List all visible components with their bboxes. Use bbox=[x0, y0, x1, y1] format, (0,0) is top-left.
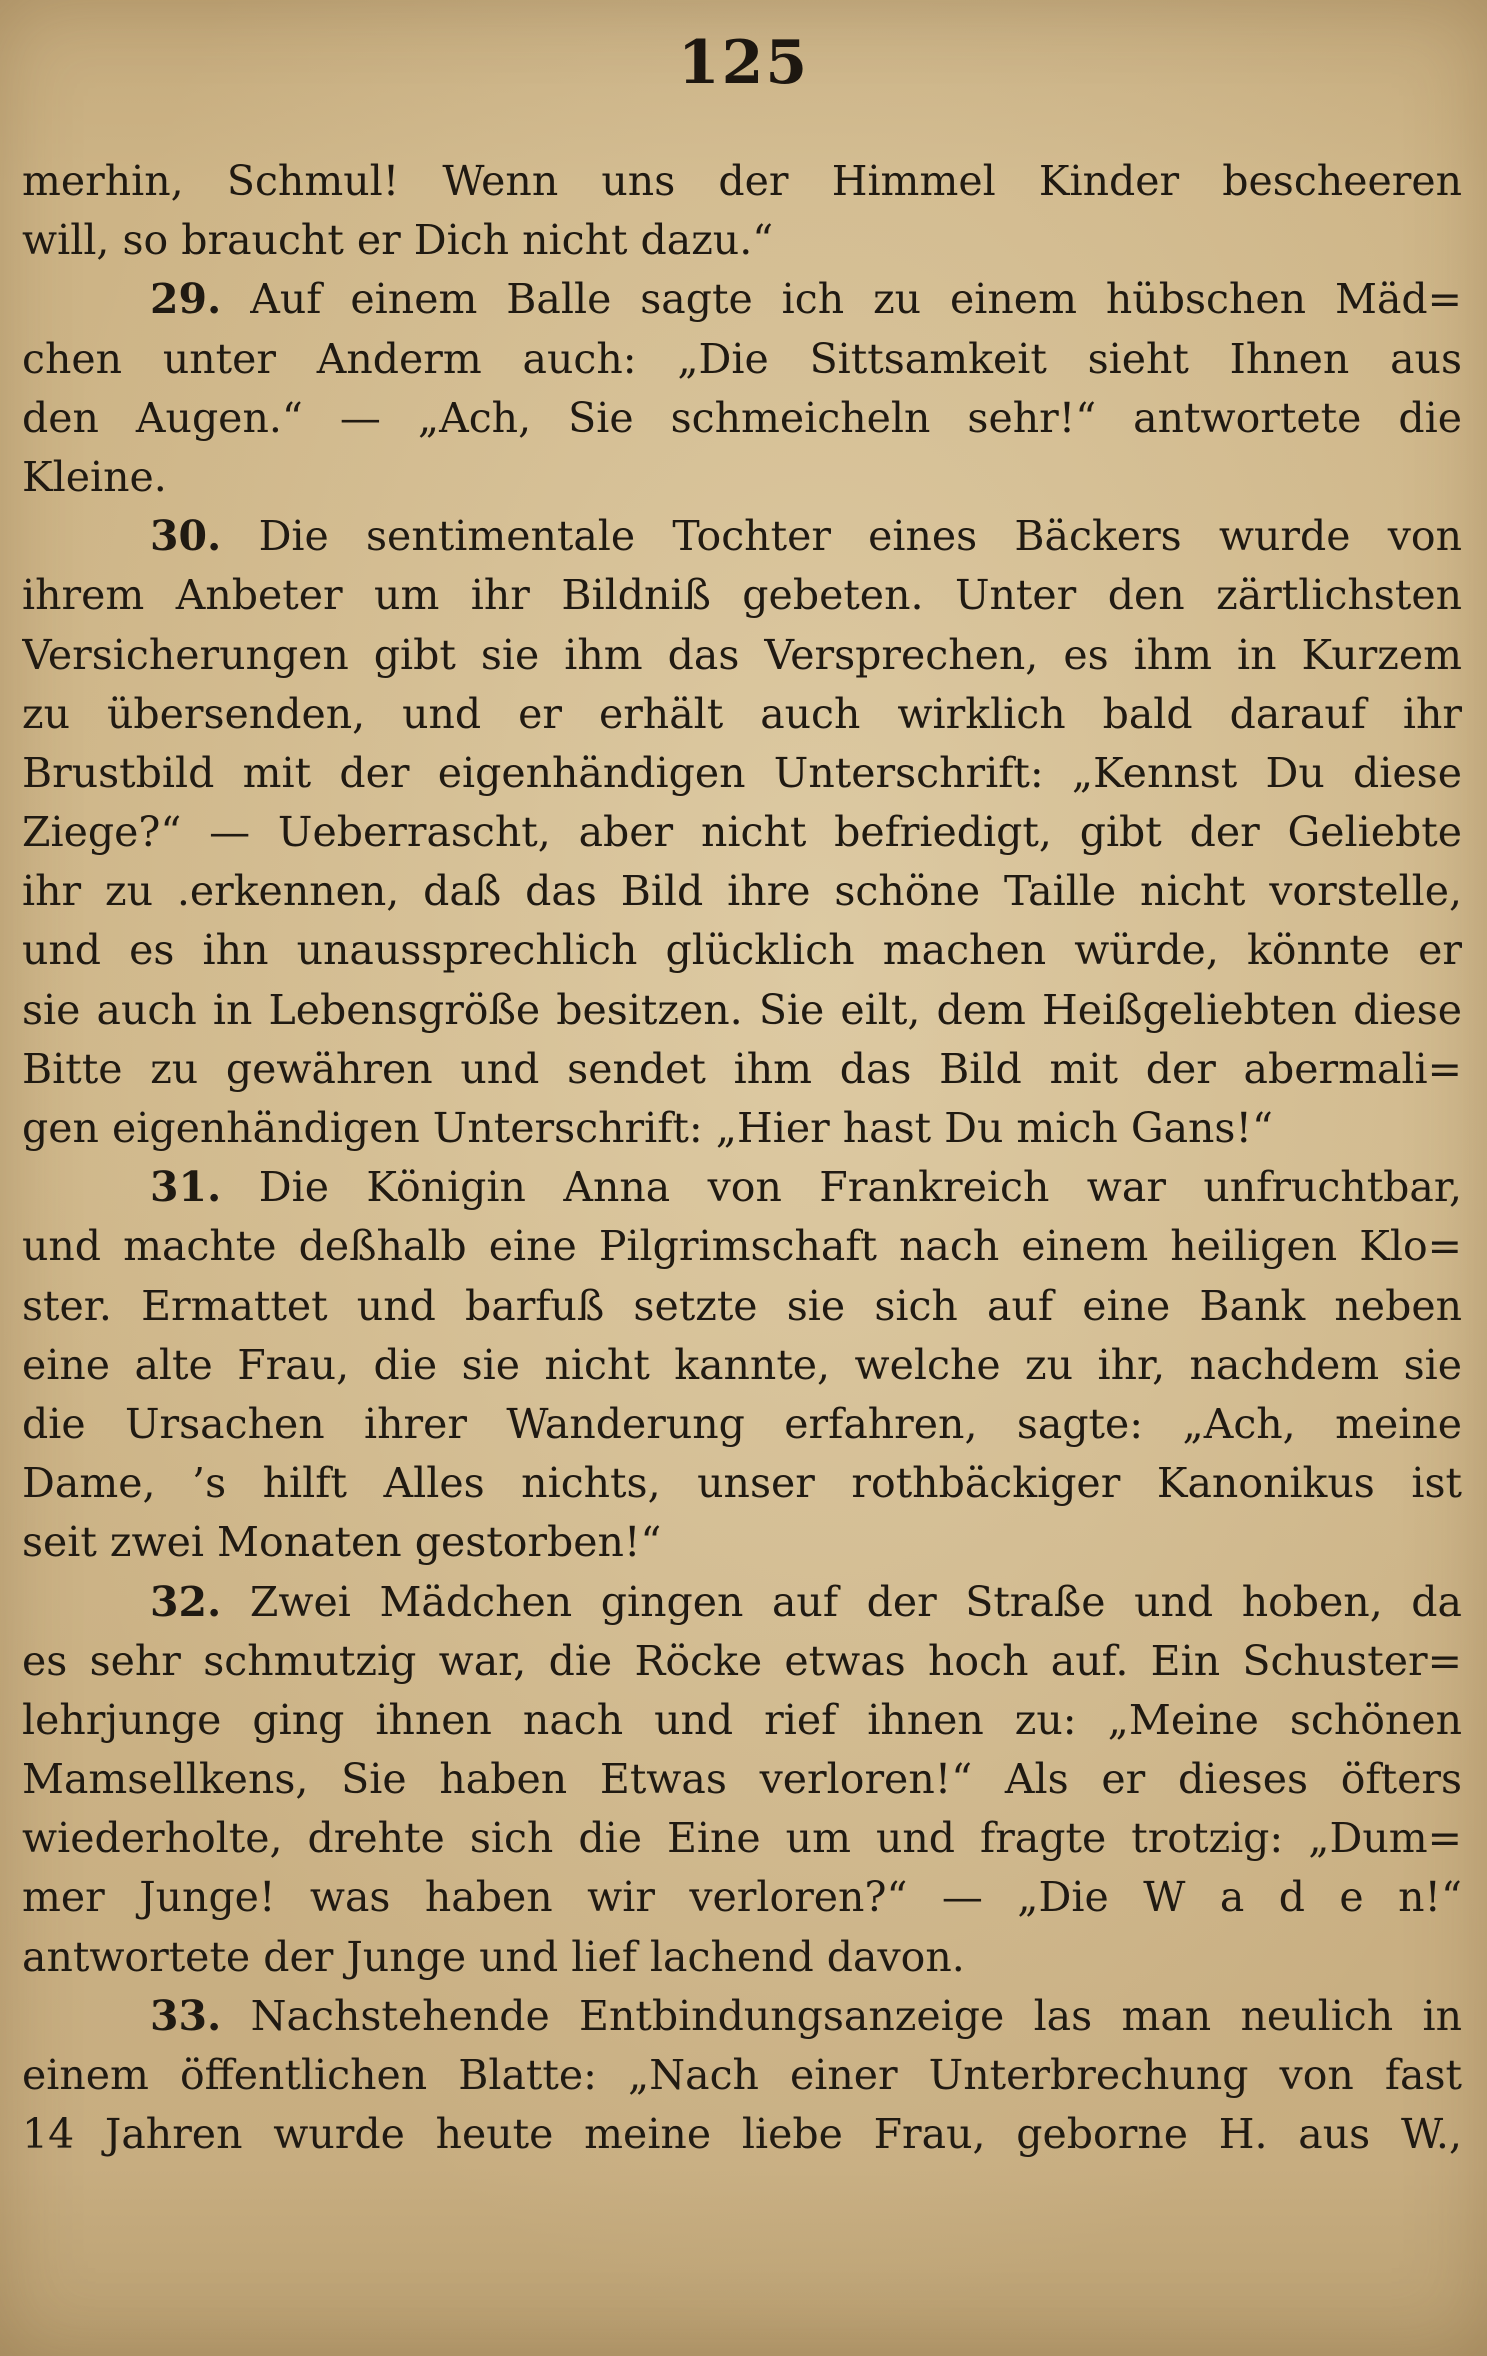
line-text: sie auch in Lebensgröße besitzen. Sie eilt, dem Heißgeliebten diese bbox=[22, 985, 1462, 1034]
line-text: Auf einem Balle sagte ich zu einem hübschen Mäd= bbox=[250, 275, 1462, 324]
text-line bbox=[22, 1928, 1462, 1987]
line-text: 14 Jahren wurde heute meine liebe Frau, geborne H. aus W., bbox=[22, 2110, 1462, 2159]
paragraph-number: 32. bbox=[150, 1577, 222, 1626]
text-line bbox=[22, 1217, 1462, 1276]
line-text: Nachstehende Entbindungsanzeige las man neulich in bbox=[250, 1991, 1462, 2040]
line-text: Kleine. bbox=[22, 452, 167, 501]
text-line bbox=[22, 1454, 1462, 1513]
text-line bbox=[22, 1632, 1462, 1691]
text-line bbox=[22, 1513, 1462, 1572]
text-body bbox=[22, 152, 1462, 2164]
line-text: merhin, Schmul! Wenn uns der Himmel Kinder bescheeren bbox=[22, 157, 1462, 205]
text-line bbox=[22, 152, 1462, 211]
text-line bbox=[22, 862, 1462, 921]
text-line bbox=[22, 1868, 1462, 1927]
text-line bbox=[22, 1336, 1462, 1395]
paragraph-number: 31. bbox=[150, 1163, 222, 1212]
text-line bbox=[22, 566, 1462, 625]
text-line bbox=[22, 1158, 1462, 1217]
text-line bbox=[22, 330, 1462, 389]
line-text: Mamsellkens, Sie haben Etwas verloren!“ Als er dieses öfters bbox=[22, 1755, 1462, 1804]
line-text: ihrem Anbeter um ihr Bildniß gebeten. Unter den zärtlichsten bbox=[22, 571, 1462, 620]
line-text: seit zwei Monaten gestorben!“ bbox=[22, 1518, 662, 1567]
line-text: Bitte zu gewähren und sendet ihm das Bild mit der abermali= bbox=[22, 1044, 1462, 1093]
line-text: Die sentimentale Tochter eines Bäckers wurde von bbox=[258, 512, 1462, 561]
line-text: ihr zu .erkennen, daß das Bild ihre schöne Taille nicht vorstelle, bbox=[22, 867, 1462, 916]
line-text: eine alte Frau, die sie nicht kannte, welche zu ihr, nachdem sie bbox=[22, 1340, 1462, 1389]
text-line bbox=[22, 211, 1462, 270]
paragraph-number: 33. bbox=[150, 1991, 222, 2040]
line-text: Zwei Mädchen gingen auf der Straße und hoben, da bbox=[249, 1577, 1462, 1626]
text-line bbox=[22, 921, 1462, 980]
text-line bbox=[22, 981, 1462, 1040]
line-text: und es ihn unaussprechlich glücklich machen würde, könnte er bbox=[22, 926, 1462, 975]
text-line bbox=[22, 2046, 1462, 2105]
line-text: wiederholte, drehte sich die Eine um und fragte trotzig: „Dum= bbox=[22, 1814, 1462, 1863]
text-line bbox=[22, 1277, 1462, 1336]
text-line bbox=[22, 448, 1462, 507]
text-line bbox=[22, 389, 1462, 448]
text-line bbox=[22, 1987, 1462, 2046]
line-text: mer Junge! was haben wir verloren?“ — „Die W a d e n!“ bbox=[22, 1873, 1462, 1922]
line-text: und machte deßhalb eine Pilgrimschaft nach einem heiligen Klo= bbox=[22, 1222, 1462, 1271]
text-line bbox=[22, 744, 1462, 803]
text-line bbox=[22, 803, 1462, 862]
line-text: die Ursachen ihrer Wanderung erfahren, sagte: „Ach, meine bbox=[22, 1399, 1462, 1448]
line-text: es sehr schmutzig war, die Röcke etwas hoch auf. Ein Schuster= bbox=[22, 1636, 1462, 1685]
line-text: einem öffentlichen Blatte: „Nach einer Unterbrechung von fast bbox=[22, 2051, 1462, 2099]
line-text: zu übersenden, und er erhält auch wirklich bald darauf ihr bbox=[22, 689, 1462, 738]
paragraph-number: 30. bbox=[150, 512, 222, 561]
text-line bbox=[22, 1573, 1462, 1632]
line-text: den Augen.“ — „Ach, Sie schmeicheln sehr!“ antwortete die bbox=[22, 393, 1462, 442]
text-line bbox=[22, 270, 1462, 329]
text-line bbox=[22, 685, 1462, 744]
line-text: chen unter Anderm auch: „Die Sittsamkeit sieht Ihnen aus bbox=[22, 334, 1462, 383]
line-text: will, so braucht er Dich nicht dazu.“ bbox=[22, 216, 774, 265]
line-text: Versicherungen gibt sie ihm das Versprechen, es ihm in Kurzem bbox=[22, 630, 1462, 679]
text-line bbox=[22, 507, 1462, 566]
line-text: Die Königin Anna von Frankreich war unfruchtbar, bbox=[258, 1163, 1462, 1212]
line-text: lehrjunge ging ihnen nach und rief ihnen zu: „Meine schönen bbox=[22, 1695, 1462, 1744]
line-text: Brustbild mit der eigenhändigen Unterschrift: „Kennst Du diese bbox=[22, 748, 1462, 797]
line-text: ster. Ermattet und barfuß setzte sie sich auf eine Bank neben bbox=[22, 1281, 1462, 1330]
text-line bbox=[22, 1395, 1462, 1454]
line-text: gen eigenhändigen Unterschrift: „Hier hast Du mich Gans!“ bbox=[22, 1104, 1273, 1152]
text-line bbox=[22, 626, 1462, 685]
text-line bbox=[22, 2105, 1462, 2164]
line-text: Ziege?“ — Ueberrascht, aber nicht befriedigt, gibt der Geliebte bbox=[22, 808, 1462, 857]
paragraph-number: 29. bbox=[150, 275, 222, 324]
text-line bbox=[22, 1040, 1462, 1099]
text-line bbox=[22, 1750, 1462, 1809]
line-text: Dame, ’s hilft Alles nichts, unser rothbäckiger Kanonikus ist bbox=[22, 1459, 1462, 1508]
page-number: 125 bbox=[677, 28, 810, 98]
text-line bbox=[22, 1099, 1462, 1158]
line-text: antwortete der Junge und lief lachend davon. bbox=[22, 1932, 965, 1981]
text-line bbox=[22, 1691, 1462, 1750]
text-line bbox=[22, 1809, 1462, 1868]
